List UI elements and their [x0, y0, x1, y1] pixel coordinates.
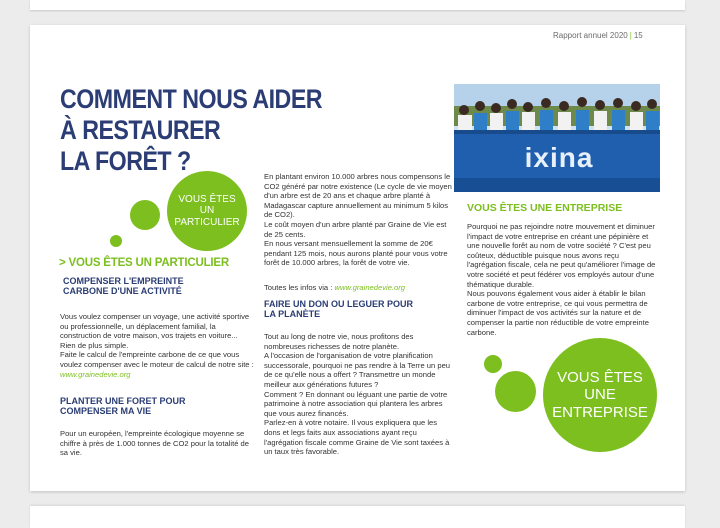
don-paragraph-1: Tout au long de notre vie, nous profitons des nombreuses richesses de notre planète. — [264, 332, 414, 351]
website-link[interactable]: www.grainedevie.org — [60, 369, 131, 379]
middle-info-text: Toutes les infos via : — [264, 283, 333, 292]
particulier-paragraph-2-text: Faite le calcul de l'empreinte carbone de ce que vous voulez compenser avec le moteur de calcul de notre site : — [60, 350, 254, 369]
decor-circle-medium-right — [495, 371, 536, 412]
don-text — [264, 332, 454, 457]
particulier-bubble — [167, 171, 247, 251]
decor-circle-medium — [130, 200, 160, 230]
header-separator: | — [629, 31, 632, 40]
entreprise-text — [467, 222, 657, 337]
title-line-1: COMMENT NOUS AIDER — [60, 84, 323, 114]
team-photo-drawing — [454, 84, 660, 192]
decor-circle-small-right — [484, 355, 502, 373]
next-page-edge — [30, 506, 685, 528]
middle-website-link[interactable]: www.grainedevie.org — [334, 283, 406, 292]
don-paragraph-3: Comment ? En donnant ou léguant une partie de votre patrimoine à notre association qui plantera les arbres que vous aurez financés. — [264, 389, 448, 418]
page-number: 15 — [633, 31, 643, 40]
entreprise-bubble — [543, 338, 657, 452]
team-photo — [454, 84, 660, 192]
particulier-paragraph-1: Vous voulez compenser un voyage, une activité sportive ou professionnelle, un déplacement familial, la construction de votre maison, vos trajets en voiture... Rien de plus simple. — [60, 312, 250, 350]
middle-text-top — [264, 172, 452, 268]
particulier-text — [60, 312, 255, 379]
don-heading: FAIRE UN DON OU LEGUER POUR LA PLANÈTE — [264, 299, 414, 319]
planter-heading: PLANTER UNE FORET POUR COMPENSER MA VIE — [60, 396, 186, 416]
compenser-heading: COMPENSER L'EMPREINTE CARBONE D'UNE ACTIVITÉ — [63, 276, 184, 296]
entreprise-bubble-line-2: UNE ENTREPRISE — [552, 386, 648, 421]
entreprise-paragraph-1: Pourquoi ne pas rejoindre notre mouvement et diminuer l'impact de votre entreprise en créant une pépinière et une nouvelle forêt au nom de votre société ? C'est peu coûteux, déductible puisque nous avons reçu l'agrégation fiscale, cela ne peut qu'améliorer l'image de votre société et peut fédérer vos employés autour d'une thématique durable. — [467, 222, 656, 289]
particulier-heading: > VOUS ÊTES UN PARTICULIER — [59, 257, 229, 269]
entreprise-heading: VOUS ÊTES UNE ENTREPRISE — [467, 202, 623, 214]
decor-circle-small — [110, 235, 122, 247]
particulier-paragraph-2 — [60, 350, 255, 379]
page-header — [553, 31, 643, 40]
title-line-3: LA FORÊT ? — [60, 146, 191, 176]
banner-text: ixina — [524, 142, 594, 173]
previous-page-edge — [30, 0, 685, 10]
middle-info-line — [264, 283, 452, 293]
entreprise-bubble-line-1: VOUS ÊTES — [557, 369, 643, 387]
page-title — [60, 84, 322, 177]
entreprise-paragraph-2: Nous pouvons également vous aider à établir le bilan carbone de votre entreprise, ce qui vous permettra de diminuer l'impact de vos activités sur la nature et de compenser la partie non réductible de votre empreinte carbone. — [467, 289, 649, 337]
middle-paragraph-2: Le coût moyen d'un arbre planté par Graine de Vie est de 25 cents. — [264, 219, 447, 239]
don-paragraph-2: A l'occasion de l'organisation de votre planification successorale, pourquoi ne pas rendre à la Terre un peu de ce qu'elle nous a offert ? Transmettre un monde meilleur aux générations futures ? — [264, 351, 451, 389]
particulier-bubble-line-2: UN PARTICULIER — [174, 205, 240, 228]
middle-paragraph-1: En plantant environ 10.000 arbres nous compensons le CO2 généré par notre existence (Le cycle de vie moyen d'un arbre est de 20 ans et chaque arbre planté à Madagascar capture annuellement au minimum 5 kilos de CO2). — [264, 172, 452, 220]
planter-text — [60, 429, 255, 458]
title-line-2: À RESTAURER — [60, 115, 221, 145]
report-name: Rapport annuel 2020 — [553, 31, 628, 40]
particulier-bubble-line-1: VOUS ÊTES — [178, 193, 236, 205]
don-paragraph-4: Parlez-en à votre notaire. Il vous expliquera que les dons et legs faits aux associations ayant reçu l'agrégation fiscale comme Graine de Vie sont taxées à un taux très favorable. — [264, 418, 450, 457]
planter-paragraph: Pour un européen, l'empreinte écologique moyenne se chiffre à près de 1.000 tonnes de CO2 pour la totalité de sa vie. — [60, 429, 249, 458]
middle-paragraph-3: En nous versant mensuellement la somme de 20€ pendant 125 mois, nous aurons planté pour vous votre forêt de 10.000 arbres, la forêt de votre vie. — [264, 239, 448, 268]
